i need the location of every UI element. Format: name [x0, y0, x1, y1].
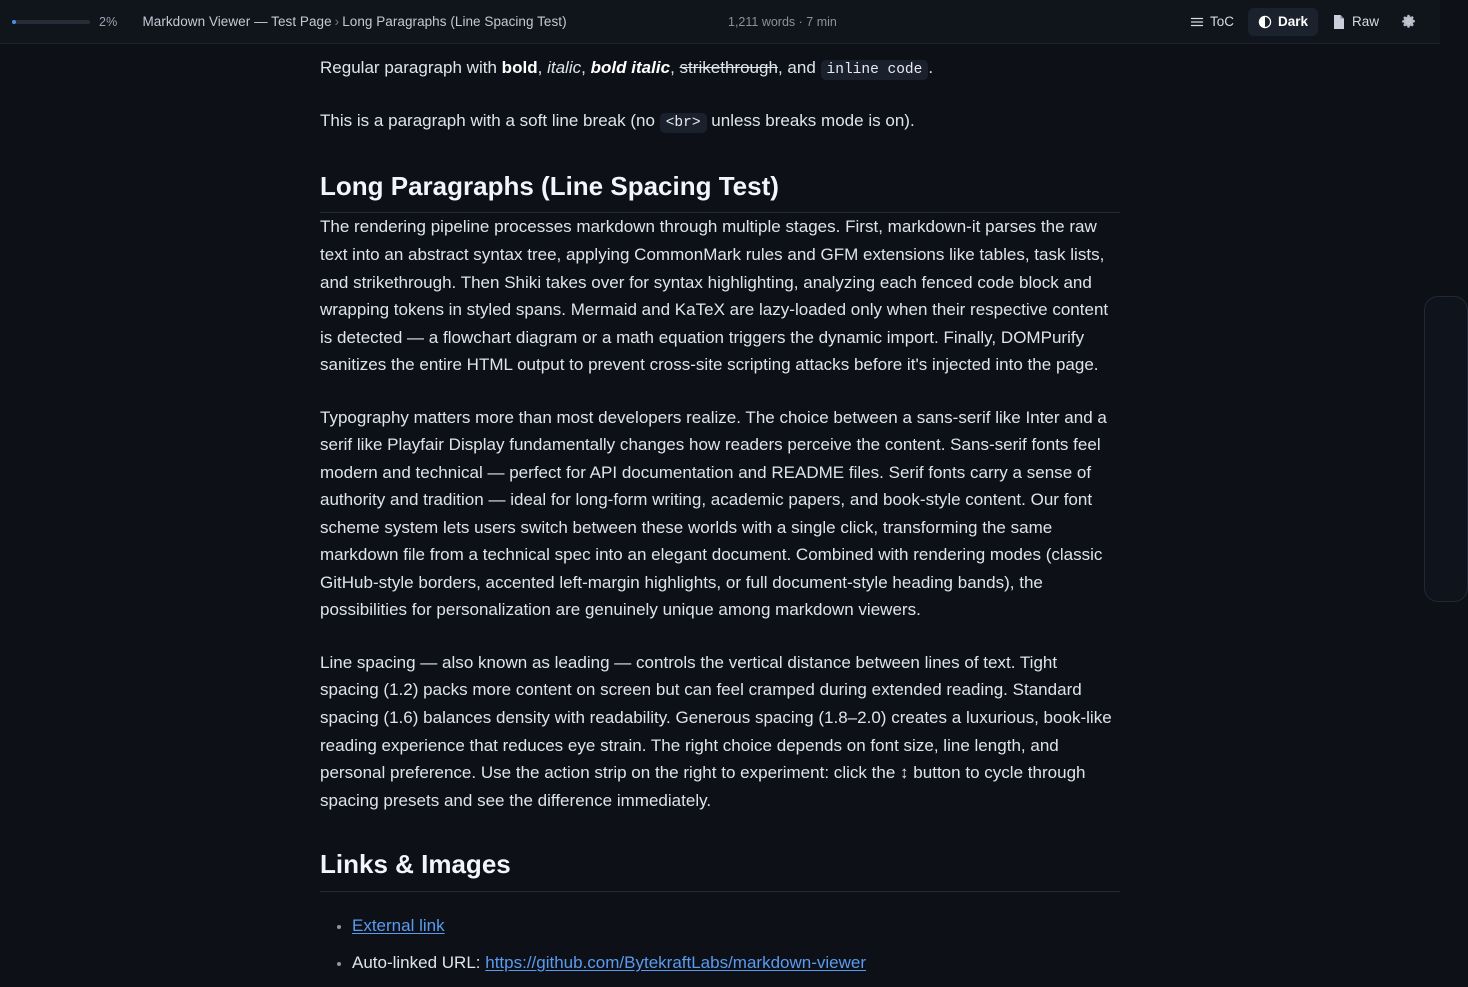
links-list	[320, 912, 1120, 977]
toc-button-label: ToC	[1209, 14, 1234, 29]
list-item	[352, 949, 1120, 977]
document-stats: 1,211 words · 7 min	[728, 14, 837, 29]
sep-3: ,	[670, 58, 680, 77]
toc-button[interactable]	[1180, 8, 1244, 36]
paragraph-inline-formatting	[320, 54, 1120, 82]
bold-italic-sample: bold italic	[590, 58, 671, 77]
italic-sample: italic	[547, 58, 582, 77]
long-paragraph-3: Line spacing — also known as leading — controls the vertical distance between lines of text. Tight spacing (1.2) packs more content on screen but can feel cramped during extended reading. Standard spacing (1.6) balances density with readability. Generous spacing (1.8–2.0) creates a luxurious, book-like reading experience that reduces eye strain. The right choice depends on font size, line length, and personal preference. Use the action strip on the right to experiment: click the ↕ button to cycle through spacing presets and see the difference immediately.	[320, 652, 1112, 810]
inline-code-br: <br>	[660, 113, 707, 133]
document-scroll-area[interactable]	[0, 44, 1440, 973]
breadcrumb-separator: ›	[334, 14, 340, 29]
list-item	[352, 912, 1120, 940]
reading-progress	[12, 15, 117, 29]
breadcrumb	[142, 14, 566, 29]
raw-view-button[interactable]	[1322, 8, 1389, 36]
external-link[interactable]: External link	[352, 915, 445, 935]
intro-tail: .	[928, 58, 934, 77]
header-actions	[1180, 8, 1430, 36]
bold-sample: bold	[501, 58, 538, 77]
progress-fill	[12, 20, 16, 24]
list-lines-icon	[1190, 15, 1204, 29]
section-heading-links-images: Links & Images	[320, 848, 1120, 892]
document-content	[320, 44, 1120, 987]
breadcrumb-root[interactable]: Markdown Viewer — Test Page	[142, 14, 332, 29]
half-moon-contrast-icon	[1258, 15, 1272, 29]
strikethrough-sample: strikethrough	[679, 58, 778, 77]
theme-toggle-button[interactable]	[1248, 8, 1318, 36]
section-heading-long-paragraphs: Long Paragraphs (Line Spacing Test)	[320, 170, 1120, 214]
sep-1: ,	[537, 58, 548, 77]
breadcrumb-current: Long Paragraphs (Line Spacing Test)	[342, 14, 567, 29]
long-paragraph-1: The rendering pipeline processes markdown through multiple stages. First, markdown-it parses the raw text into an abstract syntax tree, applying CommonMark rules and GFM extensions like tables, task lists, and strikethrough. Then Shiki takes over for syntax highlighting, analyzing each fenced code block and wrapping tokens in styled spans. Mermaid and KaTeX are lazy-loaded only when their respective content is detected — a flowchart diagram or a math equation triggers the dynamic import. Finally, DOMPurify sanitizes the entire HTML output to prevent cross-site scripting attacks before it's injected into the page.	[320, 217, 1109, 375]
app-header	[0, 0, 1440, 44]
auto-linked-url[interactable]: https://github.com/BytekraftLabs/markdown-viewer	[485, 953, 867, 973]
intro-lead: Regular paragraph with	[320, 58, 502, 77]
list-item-prefix: Auto-linked URL:	[352, 953, 486, 973]
settings-button[interactable]	[1393, 8, 1430, 36]
raw-view-label: Raw	[1351, 14, 1379, 29]
progress-track[interactable]	[12, 20, 90, 24]
action-strip[interactable]	[1424, 296, 1468, 602]
soft-break-tail: unless breaks mode is on).	[706, 111, 915, 131]
soft-break-lead: This is a paragraph with a soft line break (no	[320, 111, 660, 131]
inline-code-sample: inline code	[821, 60, 929, 80]
gear-icon	[1401, 14, 1416, 29]
progress-percent-label: 2%	[99, 14, 118, 29]
paragraph-soft-break	[320, 107, 1120, 135]
theme-toggle-label: Dark	[1277, 14, 1308, 29]
sep-2: ,	[581, 58, 591, 77]
document-page-icon	[1332, 14, 1346, 30]
long-paragraph-2: Typography matters more than most developers realize. The choice between a sans-serif like Inter and a serif like Playfair Display fundamentally changes how readers perceive the content. Sans-serif fonts feel modern and technical — perfect for API documentation and README files. Serif fonts carry a sense of authority and tradition — ideal for long-form writing, academic papers, and book-style content. Our font scheme system lets users switch between these worlds with a single click, transforming the same markdown file from a technical spec into an elegant document. Combined with rendering modes (classic GitHub-style borders, accented left-margin highlights, or full document-style heading bands), the possibilities for personalization are genuinely unique among markdown viewers.	[320, 407, 1107, 620]
sep-4: , and	[777, 58, 821, 77]
